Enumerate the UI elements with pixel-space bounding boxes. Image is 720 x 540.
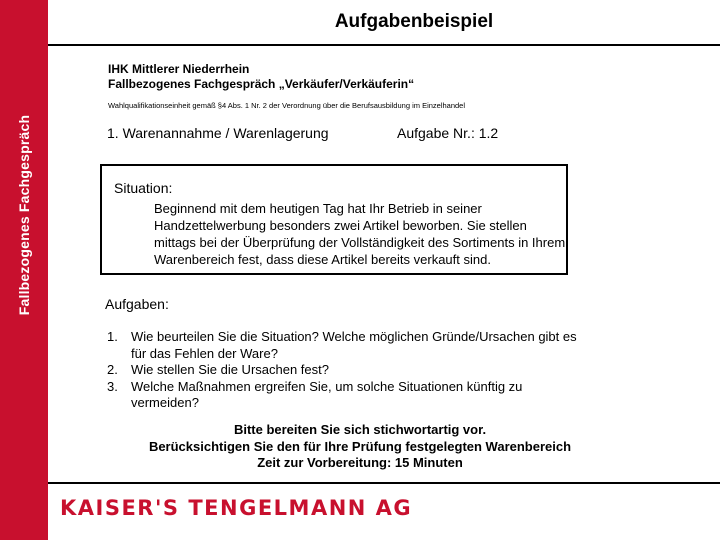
chamber-name: IHK Mittlerer Niederrhein [108,62,250,76]
task-item-number: 1. [107,329,118,344]
tasks-label: Aufgaben: [105,296,169,312]
instruction-line: Zeit zur Vorbereitung: 15 Minuten [257,455,463,470]
list-item [107,329,577,362]
list-item [107,362,577,379]
title-bar [48,0,720,46]
task-item-text: Welche Maßnahmen ergreifen Sie, um solche Situationen künftig zu vermeiden? [131,378,523,410]
task-item-number: 2. [107,362,118,377]
exam-name: Fallbezogenes Fachgespräch „Verkäufer/Verkäuferin“ [108,77,415,91]
task-item-text: Wie beurteilen Sie die Situation? Welche möglichen Gründe/Ursachen gibt es für das Fehlen der Ware? [131,329,577,361]
topic-heading: 1. Warenannahme / Warenlagerung [107,125,329,141]
task-item-text: Wie stellen Sie die Ursachen fest? [131,362,329,377]
instruction-line: Berücksichtigen Sie den für Ihre Prüfung festgelegten Warenbereich [148,438,572,454]
situation-text: Beginnend mit dem heutigen Tag hat Ihr Betrieb in seiner Handzettelwerbung besonders zwei Artikel beworben. Sie stellen mittags bei der Überprüfung der Vollständigkeit des Sortiments in Ihrem Warenbereich fest, dass diese Artikel bereits verkauft sind. [154,201,566,267]
page-title: Aufgabenbeispiel [334,11,494,32]
footer-divider [48,482,720,484]
intro-header [108,62,414,92]
legal-note: Wahlqualifikationseinheit gemäß §4 Abs. 1 Nr. 2 der Verordnung über die Berufsausbildung im Einzelhandel [108,101,466,110]
situation-label: Situation: [114,180,173,196]
sidebar-band [0,0,48,540]
task-item-number: 3. [107,378,118,394]
instruction-line: Bitte bereiten Sie sich stichwortartig vor. [233,422,487,437]
sidebar-label: Fallbezogenes Fachgespräch [16,114,32,316]
task-number: Aufgabe Nr.: 1.2 [397,125,499,141]
instructions [100,422,620,472]
list-item [107,379,577,412]
situation-box [100,164,568,275]
company-logo: KAISER'S TENGELMANN AG [60,496,413,520]
task-list [107,329,577,412]
